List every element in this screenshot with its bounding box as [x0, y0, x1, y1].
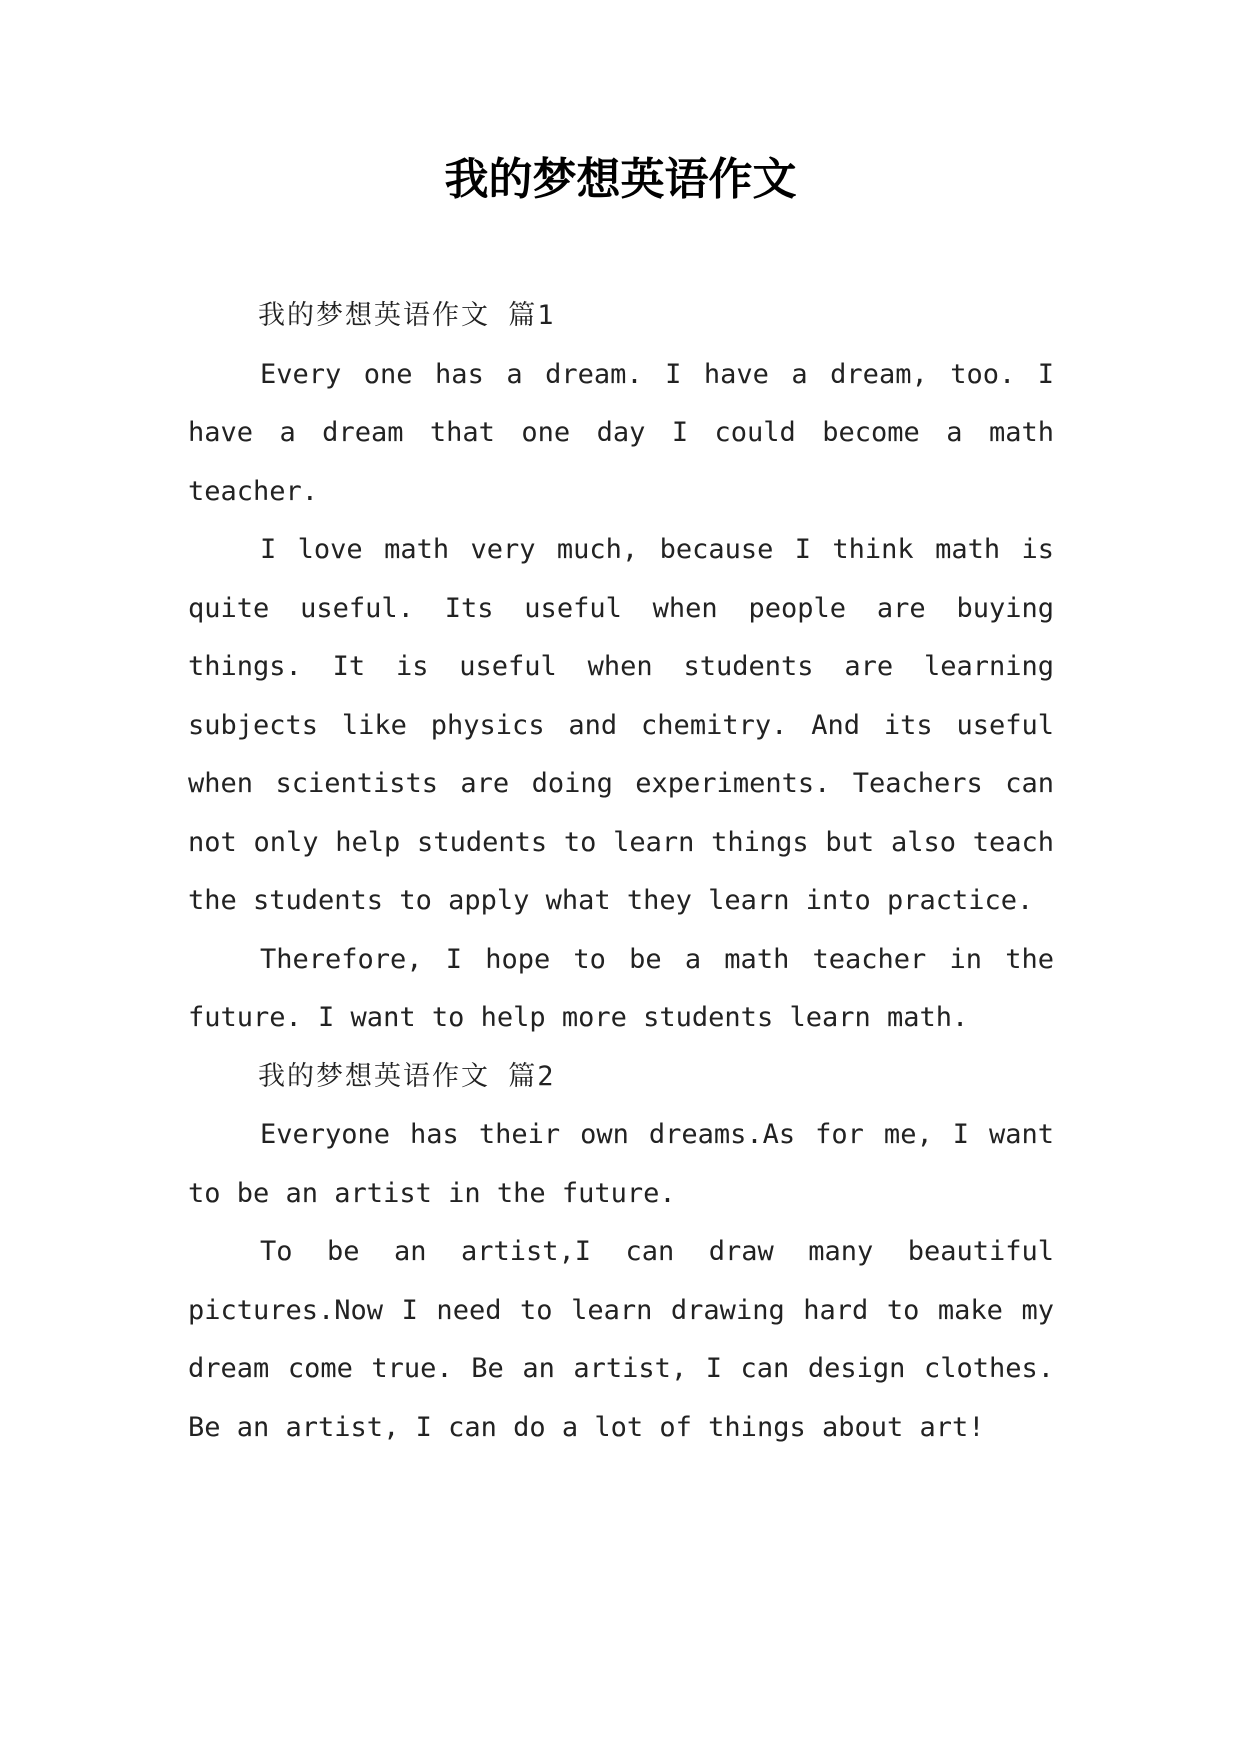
paragraph: Every one has a dream. I have a dream, too. I have a dream that one day I could become a math teacher.: [188, 358, 1054, 507]
document-body: [188, 287, 1054, 1457]
paragraph: I love math very much, because I think math is quite useful. Its useful when people are buying things. It is useful when students are learning subjects like physics and chemitry. And its useful when scientists are doing experiments. Teachers can not only help students to learn things but also teach the students to apply what they learn into practice.: [188, 534, 1054, 916]
section-heading-1: 我的梦想英语作文 篇1: [258, 300, 556, 331]
section-heading-2: 我的梦想英语作文 篇2: [258, 1060, 556, 1092]
paragraph: Everyone has their own dreams.As for me, I want to be an artist in the future.: [188, 1119, 1054, 1209]
document-title: 我的梦想英语作文: [444, 154, 797, 205]
paragraph: To be an artist,I can draw many beautiful pictures.Now I need to learn drawing hard to make my dream come true. Be an artist, I can design clothes. Be an artist, I can do a lot of things about art!: [188, 1236, 1054, 1443]
paragraph: Therefore, I hope to be a math teacher in the future. I want to help more students learn math.: [188, 943, 1054, 1033]
